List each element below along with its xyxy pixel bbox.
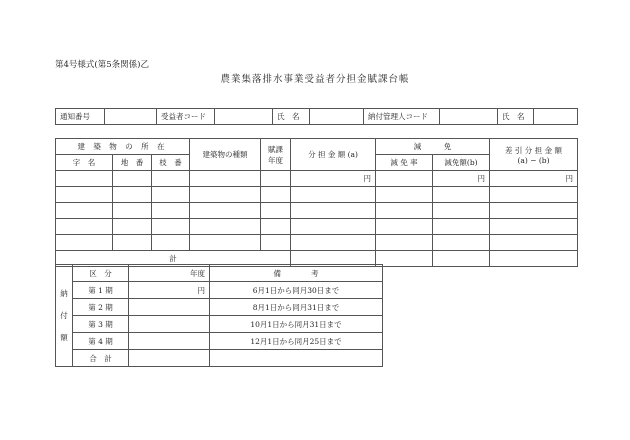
period-note: 10月1日から同月31日まで bbox=[210, 316, 383, 333]
name-label: 氏 名 bbox=[273, 109, 310, 125]
notice-number-label: 通知番号 bbox=[56, 109, 105, 125]
reduction-rate-header: 減 免 率 bbox=[376, 155, 433, 171]
table-row bbox=[56, 282, 383, 299]
beneficiary-code-field[interactable] bbox=[215, 109, 273, 125]
side-label bbox=[56, 265, 73, 367]
edaban-cell[interactable] bbox=[152, 235, 190, 251]
payment-schedule-table bbox=[55, 264, 383, 367]
total-row bbox=[56, 350, 383, 367]
reduction-amount-yen: 円 bbox=[433, 171, 490, 187]
levy-year-cell[interactable] bbox=[261, 235, 291, 251]
edaban-cell[interactable] bbox=[152, 219, 190, 235]
assessment-cell[interactable] bbox=[291, 219, 376, 235]
net-amount-yen: 円 bbox=[490, 171, 578, 187]
reduction-rate-cell[interactable] bbox=[376, 171, 433, 187]
period-amount-cell[interactable] bbox=[129, 299, 210, 316]
payer-code-label: 納付管理人コード bbox=[364, 109, 440, 125]
name2-field[interactable] bbox=[534, 109, 578, 125]
edaban-header: 枝 番 bbox=[152, 155, 190, 171]
period-note: 12月1日から同月25日まで bbox=[210, 333, 383, 350]
chiban-cell[interactable] bbox=[113, 187, 152, 203]
levy-year-cell[interactable] bbox=[261, 171, 291, 187]
total-label: 計 bbox=[56, 251, 291, 267]
assessment-yen: 円 bbox=[291, 171, 376, 187]
period-label: 第 2 期 bbox=[73, 299, 129, 316]
reduction-rate-cell[interactable] bbox=[376, 219, 433, 235]
aza-cell[interactable] bbox=[56, 187, 113, 203]
payment-total-cell[interactable] bbox=[129, 350, 210, 367]
total-reduction-rate-cell[interactable] bbox=[376, 251, 433, 267]
aza-header: 字 名 bbox=[56, 155, 113, 171]
name-field[interactable] bbox=[310, 109, 364, 125]
aza-cell[interactable] bbox=[56, 203, 113, 219]
period-note: 8月1日から同月31日まで bbox=[210, 299, 383, 316]
reduction-amount-cell[interactable] bbox=[433, 187, 490, 203]
edaban-cell[interactable] bbox=[152, 187, 190, 203]
building-type-cell[interactable] bbox=[190, 219, 261, 235]
net-amount-header bbox=[490, 139, 578, 171]
side-label-char2: 付 bbox=[60, 310, 68, 320]
total-net-amount-cell[interactable] bbox=[490, 251, 578, 267]
assessment-cell[interactable] bbox=[291, 203, 376, 219]
table-row bbox=[56, 235, 578, 251]
period-label: 第 1 期 bbox=[73, 282, 129, 299]
reduction-amount-cell[interactable] bbox=[433, 203, 490, 219]
levy-year-cell[interactable] bbox=[261, 219, 291, 235]
assessment-cell[interactable] bbox=[291, 235, 376, 251]
chiban-cell[interactable] bbox=[113, 219, 152, 235]
period-note: 6月1日から同月30日まで bbox=[210, 282, 383, 299]
table-row bbox=[56, 219, 578, 235]
name2-label: 氏 名 bbox=[498, 109, 534, 125]
reduction-header: 減 免 bbox=[376, 139, 490, 155]
levy-year-cell[interactable] bbox=[261, 203, 291, 219]
table-row bbox=[56, 316, 383, 333]
edaban-cell[interactable] bbox=[152, 171, 190, 187]
table-row bbox=[56, 203, 578, 219]
reduction-rate-cell[interactable] bbox=[376, 203, 433, 219]
side-label-char3: 額 bbox=[60, 332, 68, 342]
payment-total-label: 合 計 bbox=[73, 350, 129, 367]
building-type-cell[interactable] bbox=[190, 235, 261, 251]
table-row bbox=[56, 187, 578, 203]
levy-year-cell[interactable] bbox=[261, 187, 291, 203]
assessment-header: 分 担 金 額 (a) bbox=[291, 139, 376, 171]
building-type-header: 建築物の種類 bbox=[190, 139, 261, 171]
table-row bbox=[56, 299, 383, 316]
aza-cell[interactable] bbox=[56, 171, 113, 187]
chiban-header: 地 番 bbox=[113, 155, 152, 171]
edaban-cell[interactable] bbox=[152, 203, 190, 219]
period-amount-yen: 円 bbox=[129, 282, 210, 299]
levy-year-line1: 賦課 bbox=[268, 144, 283, 154]
header-table bbox=[55, 108, 578, 125]
reduction-rate-cell[interactable] bbox=[376, 235, 433, 251]
net-amount-cell[interactable] bbox=[490, 203, 578, 219]
reduction-amount-cell[interactable] bbox=[433, 235, 490, 251]
period-label: 第 3 期 bbox=[73, 316, 129, 333]
fiscal-year-header: 年度 bbox=[129, 265, 210, 282]
category-header: 区 分 bbox=[73, 265, 129, 282]
net-amount-cell[interactable] bbox=[490, 235, 578, 251]
total-reduction-amount-cell[interactable] bbox=[433, 251, 490, 267]
form-number: 第4号様式(第5条関係)乙 bbox=[55, 60, 149, 70]
aza-cell[interactable] bbox=[56, 219, 113, 235]
chiban-cell[interactable] bbox=[113, 203, 152, 219]
net-amount-line1: 差 引 分 担 金 額 bbox=[505, 145, 562, 155]
table-row bbox=[56, 171, 578, 187]
notice-number-field[interactable] bbox=[105, 109, 157, 125]
chiban-cell[interactable] bbox=[113, 235, 152, 251]
building-location-header: 建 築 物 の 所 在 bbox=[56, 139, 190, 155]
net-amount-cell[interactable] bbox=[490, 219, 578, 235]
reduction-amount-cell[interactable] bbox=[433, 219, 490, 235]
building-type-cell[interactable] bbox=[190, 187, 261, 203]
net-amount-cell[interactable] bbox=[490, 187, 578, 203]
period-amount-cell[interactable] bbox=[129, 316, 210, 333]
beneficiary-code-label: 受益者コード bbox=[157, 109, 215, 125]
page-title: 農業集落排水事業受益者分担金賦課台帳 bbox=[220, 74, 410, 85]
building-type-cell[interactable] bbox=[190, 203, 261, 219]
chiban-cell[interactable] bbox=[113, 171, 152, 187]
reduction-rate-cell[interactable] bbox=[376, 187, 433, 203]
levy-year-line2: 年度 bbox=[268, 155, 283, 165]
building-type-cell[interactable] bbox=[190, 171, 261, 187]
side-label-char1: 納 bbox=[60, 288, 68, 298]
reduction-amount-header: 減免額(b) bbox=[433, 155, 490, 171]
aza-cell[interactable] bbox=[56, 235, 113, 251]
assessment-table bbox=[55, 138, 578, 267]
assessment-cell[interactable] bbox=[291, 187, 376, 203]
remarks-header: 備 考 bbox=[210, 265, 383, 282]
period-amount-cell[interactable] bbox=[129, 333, 210, 350]
payment-total-note[interactable] bbox=[210, 350, 383, 367]
period-label: 第 4 期 bbox=[73, 333, 129, 350]
payer-code-field[interactable] bbox=[440, 109, 498, 125]
net-amount-line2: (a) − (b) bbox=[517, 155, 550, 165]
table-row bbox=[56, 333, 383, 350]
levy-year-header bbox=[261, 139, 291, 171]
